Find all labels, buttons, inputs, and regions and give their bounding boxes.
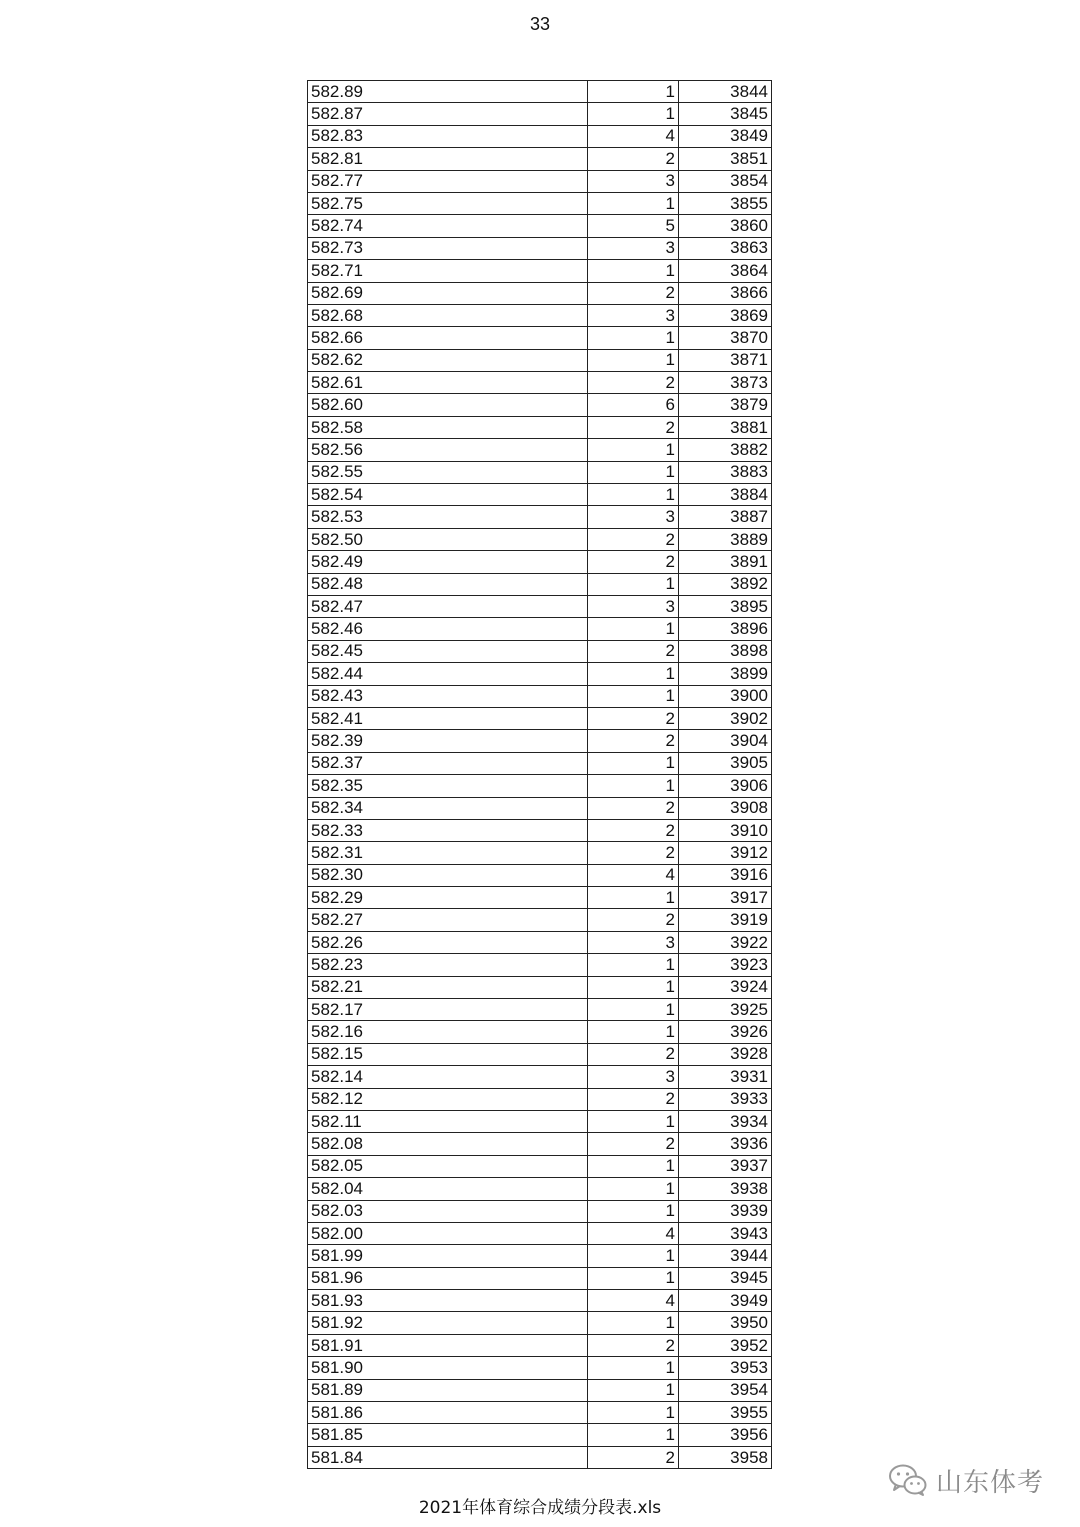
- count-cell: 2: [588, 1043, 679, 1065]
- table-row: [308, 976, 772, 998]
- count-cell: 2: [588, 909, 679, 931]
- count-cell: 1: [588, 260, 679, 282]
- count-cell: 3: [588, 595, 679, 617]
- score-cell: 582.35: [308, 775, 588, 797]
- table-row: [308, 416, 772, 438]
- table-row: [308, 1424, 772, 1446]
- cumulative-cell: 3889: [679, 528, 772, 550]
- table-row: [308, 1110, 772, 1132]
- table-row: [308, 842, 772, 864]
- count-cell: 1: [588, 484, 679, 506]
- score-cell: 582.39: [308, 730, 588, 752]
- cumulative-cell: 3870: [679, 327, 772, 349]
- cumulative-cell: 3879: [679, 394, 772, 416]
- score-cell: 582.77: [308, 170, 588, 192]
- count-cell: 2: [588, 842, 679, 864]
- table-row: [308, 573, 772, 595]
- table-row: [308, 707, 772, 729]
- table-row: [308, 1446, 772, 1468]
- count-cell: 2: [588, 282, 679, 304]
- score-cell: 582.14: [308, 1066, 588, 1088]
- count-cell: 2: [588, 819, 679, 841]
- score-cell: 582.15: [308, 1043, 588, 1065]
- score-cell: 581.89: [308, 1379, 588, 1401]
- score-cell: 582.41: [308, 707, 588, 729]
- count-cell: 1: [588, 439, 679, 461]
- score-cell: 581.91: [308, 1334, 588, 1356]
- table-row: [308, 1245, 772, 1267]
- table-row: [308, 148, 772, 170]
- count-cell: 1: [588, 1110, 679, 1132]
- cumulative-cell: 3955: [679, 1402, 772, 1424]
- count-cell: 1: [588, 999, 679, 1021]
- score-cell: 582.53: [308, 506, 588, 528]
- score-cell: 582.12: [308, 1088, 588, 1110]
- score-cell: 582.62: [308, 349, 588, 371]
- score-cell: 582.48: [308, 573, 588, 595]
- table-row: [308, 484, 772, 506]
- score-cell: 582.83: [308, 125, 588, 147]
- cumulative-cell: 3895: [679, 595, 772, 617]
- cumulative-cell: 3871: [679, 349, 772, 371]
- cumulative-cell: 3881: [679, 416, 772, 438]
- table-row: [308, 1379, 772, 1401]
- score-table-body: [308, 81, 772, 1469]
- score-cell: 582.04: [308, 1178, 588, 1200]
- score-cell: 582.37: [308, 752, 588, 774]
- table-row: [308, 909, 772, 931]
- cumulative-cell: 3943: [679, 1222, 772, 1244]
- table-row: [308, 1043, 772, 1065]
- table-row: [308, 125, 772, 147]
- count-cell: 2: [588, 1088, 679, 1110]
- table-row: [308, 1133, 772, 1155]
- cumulative-cell: 3936: [679, 1133, 772, 1155]
- table-row: [308, 1357, 772, 1379]
- cumulative-cell: 3873: [679, 372, 772, 394]
- cumulative-cell: 3958: [679, 1446, 772, 1468]
- table-row: [308, 1155, 772, 1177]
- cumulative-cell: 3956: [679, 1424, 772, 1446]
- cumulative-cell: 3938: [679, 1178, 772, 1200]
- score-cell: 582.26: [308, 931, 588, 953]
- cumulative-cell: 3884: [679, 484, 772, 506]
- cumulative-cell: 3887: [679, 506, 772, 528]
- table-row: [308, 640, 772, 662]
- table-row: [308, 528, 772, 550]
- score-cell: 582.60: [308, 394, 588, 416]
- score-cell: 582.55: [308, 461, 588, 483]
- score-cell: 582.66: [308, 327, 588, 349]
- table-row: [308, 1267, 772, 1289]
- count-cell: 3: [588, 506, 679, 528]
- page-number: 33: [529, 14, 551, 34]
- cumulative-cell: 3898: [679, 640, 772, 662]
- table-row: [308, 170, 772, 192]
- score-cell: 582.46: [308, 618, 588, 640]
- table-row: [308, 327, 772, 349]
- count-cell: 1: [588, 685, 679, 707]
- count-cell: 2: [588, 1446, 679, 1468]
- score-cell: 582.21: [308, 976, 588, 998]
- count-cell: 1: [588, 1245, 679, 1267]
- cumulative-cell: 3944: [679, 1245, 772, 1267]
- table-row: [308, 282, 772, 304]
- cumulative-cell: 3919: [679, 909, 772, 931]
- score-cell: 582.50: [308, 528, 588, 550]
- table-row: [308, 81, 772, 103]
- count-cell: 4: [588, 125, 679, 147]
- count-cell: 3: [588, 1066, 679, 1088]
- count-cell: 1: [588, 1424, 679, 1446]
- table-row: [308, 819, 772, 841]
- table-row: [308, 1222, 772, 1244]
- table-row: [308, 551, 772, 573]
- score-cell: 582.89: [308, 81, 588, 103]
- count-cell: 1: [588, 663, 679, 685]
- table-row: [308, 1312, 772, 1334]
- cumulative-cell: 3922: [679, 931, 772, 953]
- score-cell: 582.17: [308, 999, 588, 1021]
- table-row: [308, 1021, 772, 1043]
- cumulative-cell: 3923: [679, 954, 772, 976]
- score-cell: 582.43: [308, 685, 588, 707]
- count-cell: 1: [588, 954, 679, 976]
- score-cell: 582.58: [308, 416, 588, 438]
- table-row: [308, 1178, 772, 1200]
- table-row: [308, 887, 772, 909]
- cumulative-cell: 3905: [679, 752, 772, 774]
- count-cell: 1: [588, 1312, 679, 1334]
- cumulative-cell: 3926: [679, 1021, 772, 1043]
- count-cell: 1: [588, 103, 679, 125]
- cumulative-cell: 3892: [679, 573, 772, 595]
- count-cell: 1: [588, 192, 679, 214]
- score-cell: 582.31: [308, 842, 588, 864]
- score-table: [307, 80, 772, 1469]
- cumulative-cell: 3866: [679, 282, 772, 304]
- score-cell: 582.87: [308, 103, 588, 125]
- score-cell: 582.08: [308, 1133, 588, 1155]
- cumulative-cell: 3953: [679, 1357, 772, 1379]
- table-row: [308, 372, 772, 394]
- table-row: [308, 752, 772, 774]
- table-row: [308, 506, 772, 528]
- score-cell: 582.05: [308, 1155, 588, 1177]
- count-cell: 3: [588, 931, 679, 953]
- table-row: [308, 685, 772, 707]
- watermark-text: 山东体考: [936, 1467, 1045, 1498]
- count-cell: 4: [588, 1222, 679, 1244]
- count-cell: 1: [588, 618, 679, 640]
- cumulative-cell: 3949: [679, 1290, 772, 1312]
- count-cell: 2: [588, 148, 679, 170]
- cumulative-cell: 3912: [679, 842, 772, 864]
- cumulative-cell: 3937: [679, 1155, 772, 1177]
- score-cell: 582.29: [308, 887, 588, 909]
- table-row: [308, 237, 772, 259]
- score-cell: 582.47: [308, 595, 588, 617]
- cumulative-cell: 3917: [679, 887, 772, 909]
- score-cell: 582.68: [308, 304, 588, 326]
- count-cell: 1: [588, 1155, 679, 1177]
- count-cell: 5: [588, 215, 679, 237]
- count-cell: 1: [588, 1267, 679, 1289]
- cumulative-cell: 3864: [679, 260, 772, 282]
- cumulative-cell: 3900: [679, 685, 772, 707]
- count-cell: 2: [588, 1334, 679, 1356]
- count-cell: 2: [588, 1133, 679, 1155]
- cumulative-cell: 3931: [679, 1066, 772, 1088]
- count-cell: 2: [588, 707, 679, 729]
- table-row: [308, 797, 772, 819]
- count-cell: 1: [588, 461, 679, 483]
- cumulative-cell: 3896: [679, 618, 772, 640]
- count-cell: 3: [588, 237, 679, 259]
- count-cell: 1: [588, 349, 679, 371]
- count-cell: 2: [588, 640, 679, 662]
- score-cell: 582.03: [308, 1200, 588, 1222]
- score-cell: 582.34: [308, 797, 588, 819]
- table-row: [308, 618, 772, 640]
- cumulative-cell: 3906: [679, 775, 772, 797]
- count-cell: 2: [588, 797, 679, 819]
- score-cell: 582.56: [308, 439, 588, 461]
- count-cell: 1: [588, 1200, 679, 1222]
- score-cell: 582.23: [308, 954, 588, 976]
- count-cell: 1: [588, 1402, 679, 1424]
- cumulative-cell: 3883: [679, 461, 772, 483]
- count-cell: 1: [588, 1021, 679, 1043]
- score-cell: 582.44: [308, 663, 588, 685]
- score-cell: 581.99: [308, 1245, 588, 1267]
- score-cell: 582.54: [308, 484, 588, 506]
- score-cell: 582.61: [308, 372, 588, 394]
- score-cell: 582.71: [308, 260, 588, 282]
- count-cell: 4: [588, 1290, 679, 1312]
- count-cell: 2: [588, 528, 679, 550]
- cumulative-cell: 3891: [679, 551, 772, 573]
- score-cell: 581.93: [308, 1290, 588, 1312]
- cumulative-cell: 3950: [679, 1312, 772, 1334]
- count-cell: 1: [588, 1379, 679, 1401]
- score-cell: 582.73: [308, 237, 588, 259]
- score-cell: 582.27: [308, 909, 588, 931]
- cumulative-cell: 3882: [679, 439, 772, 461]
- score-cell: 582.49: [308, 551, 588, 573]
- table-row: [308, 192, 772, 214]
- score-cell: 581.86: [308, 1402, 588, 1424]
- count-cell: 1: [588, 887, 679, 909]
- watermark: [888, 1461, 1044, 1499]
- table-row: [308, 1200, 772, 1222]
- count-cell: 1: [588, 976, 679, 998]
- cumulative-cell: 3916: [679, 864, 772, 886]
- score-cell: 582.11: [308, 1110, 588, 1132]
- score-cell: 582.75: [308, 192, 588, 214]
- cumulative-cell: 3904: [679, 730, 772, 752]
- table-row: [308, 1334, 772, 1356]
- cumulative-cell: 3851: [679, 148, 772, 170]
- table-row: [308, 304, 772, 326]
- cumulative-cell: 3945: [679, 1267, 772, 1289]
- cumulative-cell: 3925: [679, 999, 772, 1021]
- table-row: [308, 999, 772, 1021]
- count-cell: 1: [588, 1357, 679, 1379]
- count-cell: 2: [588, 551, 679, 573]
- cumulative-cell: 3924: [679, 976, 772, 998]
- table-row: [308, 394, 772, 416]
- count-cell: 1: [588, 1178, 679, 1200]
- count-cell: 1: [588, 327, 679, 349]
- table-row: [308, 595, 772, 617]
- cumulative-cell: 3869: [679, 304, 772, 326]
- score-cell: 582.33: [308, 819, 588, 841]
- count-cell: 3: [588, 170, 679, 192]
- score-cell: 582.16: [308, 1021, 588, 1043]
- count-cell: 2: [588, 416, 679, 438]
- score-cell: 582.81: [308, 148, 588, 170]
- table-row: [308, 931, 772, 953]
- cumulative-cell: 3939: [679, 1200, 772, 1222]
- table-row: [308, 461, 772, 483]
- score-cell: 582.45: [308, 640, 588, 662]
- score-cell: 582.69: [308, 282, 588, 304]
- count-cell: 1: [588, 573, 679, 595]
- table-row: [308, 349, 772, 371]
- footer-filename: 2021年体育综合成绩分段表.xls: [418, 1498, 662, 1518]
- table-row: [308, 1088, 772, 1110]
- cumulative-cell: 3954: [679, 1379, 772, 1401]
- count-cell: 6: [588, 394, 679, 416]
- cumulative-cell: 3899: [679, 663, 772, 685]
- table-row: [308, 775, 772, 797]
- score-cell: 582.00: [308, 1222, 588, 1244]
- table-row: [308, 1066, 772, 1088]
- table-row: [308, 439, 772, 461]
- wechat-icon: [888, 1463, 928, 1497]
- count-cell: 2: [588, 730, 679, 752]
- cumulative-cell: 3855: [679, 192, 772, 214]
- table-row: [308, 1290, 772, 1312]
- table-row: [308, 215, 772, 237]
- cumulative-cell: 3928: [679, 1043, 772, 1065]
- cumulative-cell: 3934: [679, 1110, 772, 1132]
- score-cell: 581.90: [308, 1357, 588, 1379]
- table-row: [308, 864, 772, 886]
- cumulative-cell: 3854: [679, 170, 772, 192]
- score-cell: 581.92: [308, 1312, 588, 1334]
- count-cell: 3: [588, 304, 679, 326]
- table-row: [308, 260, 772, 282]
- cumulative-cell: 3849: [679, 125, 772, 147]
- count-cell: 4: [588, 864, 679, 886]
- score-cell: 581.96: [308, 1267, 588, 1289]
- score-cell: 581.84: [308, 1446, 588, 1468]
- cumulative-cell: 3844: [679, 81, 772, 103]
- count-cell: 1: [588, 752, 679, 774]
- score-cell: 582.74: [308, 215, 588, 237]
- cumulative-cell: 3952: [679, 1334, 772, 1356]
- cumulative-cell: 3845: [679, 103, 772, 125]
- table-row: [308, 663, 772, 685]
- cumulative-cell: 3863: [679, 237, 772, 259]
- count-cell: 1: [588, 81, 679, 103]
- table-row: [308, 103, 772, 125]
- cumulative-cell: 3908: [679, 797, 772, 819]
- table-row: [308, 730, 772, 752]
- cumulative-cell: 3902: [679, 707, 772, 729]
- table-row: [308, 954, 772, 976]
- count-cell: 1: [588, 775, 679, 797]
- cumulative-cell: 3860: [679, 215, 772, 237]
- cumulative-cell: 3910: [679, 819, 772, 841]
- score-cell: 581.85: [308, 1424, 588, 1446]
- table-row: [308, 1402, 772, 1424]
- count-cell: 2: [588, 372, 679, 394]
- score-cell: 582.30: [308, 864, 588, 886]
- cumulative-cell: 3933: [679, 1088, 772, 1110]
